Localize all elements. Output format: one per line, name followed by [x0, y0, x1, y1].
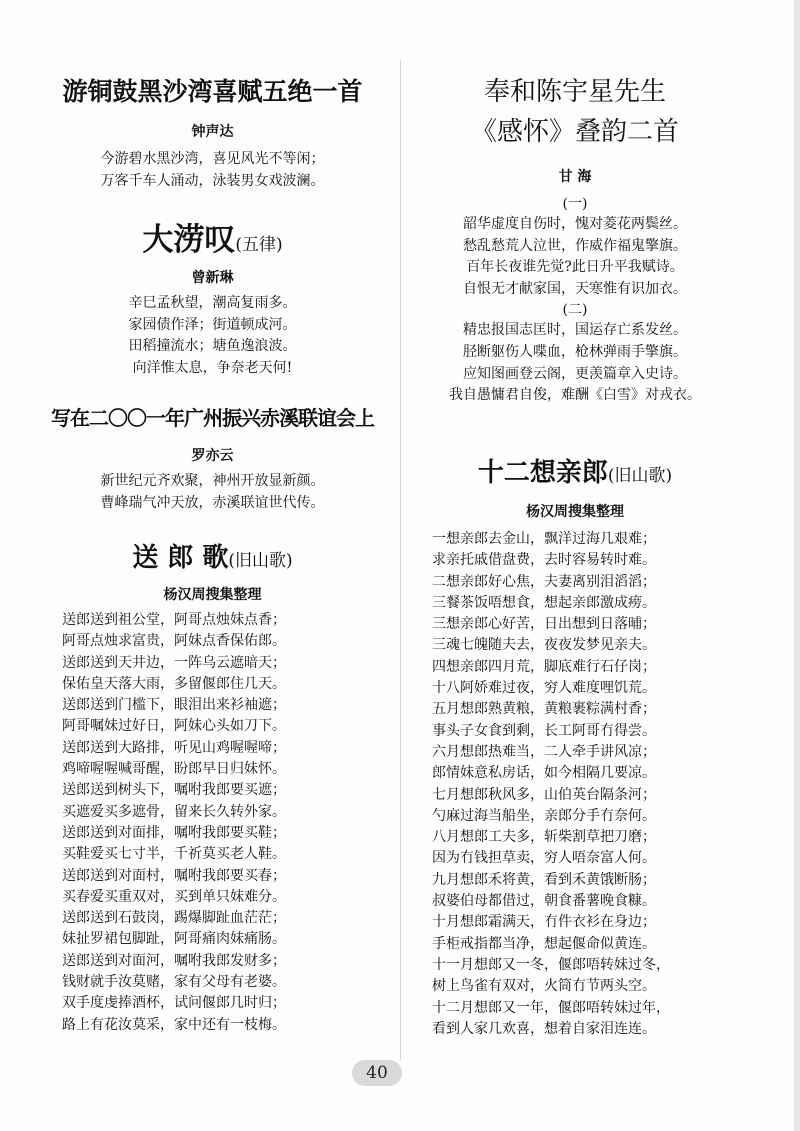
poem-farewell-song — [40, 537, 385, 1036]
poem-line: 六月想郎热难当，二人牵手讲风凉； — [432, 743, 656, 760]
poem-line: 阿哥点烛求富贵，阿妹点香保佑郎。 — [62, 633, 286, 650]
poem-line: 鸡啼喔喔喊哥醒，盼郎早日归妹怀。 — [62, 761, 286, 778]
poem-flood-lament — [40, 214, 385, 379]
poem-line: 求亲托戚借盘费，去时容易转时难。 — [432, 552, 656, 569]
poem-title-main: 送 郎 歌 — [132, 543, 229, 573]
poem-line: 双手度虔捧酒杯，试问偃郎几时归； — [62, 995, 286, 1012]
poem-part-number: (二) — [562, 302, 588, 319]
poem-line: 韶华虚度自伤时，愧对菱花两鬓丝。 — [463, 216, 687, 232]
poem-line: 百年长夜谁先觉?此日升平我赋诗。 — [466, 259, 684, 276]
poem-heisha-bay — [40, 72, 385, 192]
poem-line: 叔婆伯母都借过，朝食番薯晚食糠。 — [432, 893, 656, 910]
poem-line: 事头子女食到剩，长工阿哥冇得尝。 — [432, 722, 656, 739]
poem-line: 新世纪元齐欢聚，神州开放显新颜。 — [100, 473, 325, 489]
poem-title — [40, 214, 385, 259]
poem-line: 三魂七魄随夫去，夜夜发梦见亲夫。 — [432, 637, 656, 654]
poem-subtitle: (旧山歌) — [228, 551, 293, 571]
poem-line: 精忠报国志匡时，国运存亡系发丝。 — [463, 322, 687, 339]
poem-line: 阿哥嘱妹过好日，阿妹心头如刀下。 — [62, 718, 286, 735]
poem-line: 买遮爱买多遮骨，留来长久转外家。 — [62, 803, 286, 820]
page-number: 40 — [352, 1060, 402, 1086]
poem-line: 送郎送到树头下，嘱咐我郎要买遮； — [62, 782, 286, 799]
poem-line: 送郎送到对面河，嘱咐我郎发财多； — [62, 952, 286, 969]
poem-line: 八月想郎工夫多，斩柴割草把刀磨； — [432, 829, 656, 846]
poem-title: 写在二〇〇一年广州振兴赤溪联谊会上 — [51, 406, 374, 430]
poem-line: 五月想郎熟黄粮，黄粮裹粽满村香； — [432, 701, 656, 718]
poem-line: 因为冇钱担草卖，穷人唔奈富人何。 — [432, 850, 656, 867]
poem-line: 一想亲郎去金山，飘洋过海几艰难； — [432, 531, 656, 547]
poem-line: 应知图画登云阁，更羡篇章入史诗。 — [463, 365, 687, 382]
poem-author: 钟声达 — [191, 124, 234, 140]
poem-part-number: (一) — [562, 196, 588, 212]
poem-line: 四想亲郎四月荒，脚底难行石仔岗； — [432, 658, 656, 675]
poem-title: 游铜鼓黑沙湾喜赋五绝一首 — [62, 77, 363, 106]
poem-line: 郎情妹意私房话，如今相隔几要凉。 — [432, 765, 656, 782]
poem-line: 树上鸟雀有双对，火筒冇节两头空。 — [432, 978, 656, 995]
poem-line: 送郎送到石鼓岗，踢爆脚趾血茫茫； — [62, 910, 286, 927]
poem-author: 杨汉周搜集整理 — [526, 504, 624, 520]
poem-author: 甘 海 — [558, 169, 592, 185]
poem-line: 送郎送到祖公堂，阿哥点烛妹点香； — [62, 612, 286, 628]
poem-line: 妹扯罗裙包脚趾，阿哥痛肉妹痛肠。 — [62, 931, 286, 948]
poem-line: 买鞋爱买七寸半，千祈莫买老人鞋。 — [62, 846, 286, 863]
poem-title-line-1: 奉和陈宇星先生 — [483, 77, 666, 107]
poem-line: 七月想郎秋风多，山伯英台隔条河； — [432, 786, 656, 803]
poem-line: 曹峰瑞气冲天放，赤溪联谊世代传。 — [100, 494, 325, 511]
poem-line: 向洋惟太息，争奈老天何! — [132, 359, 293, 376]
poem-author: 杨汉周搜集整理 — [163, 587, 262, 603]
poem-line: 十八阿娇难过夜，穷人难度哩饥荒。 — [432, 680, 656, 697]
poem-title-main: 十二想亲郎 — [477, 458, 608, 488]
poem-lines — [410, 320, 740, 406]
poem-line: 胫断躯伤人喋血，枪林弹雨手擎旗。 — [463, 343, 687, 360]
page-edge-shadow — [794, 0, 800, 1131]
poem-lines — [40, 471, 385, 514]
poem-author: 罗亦云 — [191, 448, 234, 464]
poem-line: 十月想郎霜满天，冇件衣衫在身边； — [432, 914, 656, 931]
poem-lines — [40, 293, 385, 379]
poem-line: 路上有花汝莫采，家中还有一枝梅。 — [62, 1016, 286, 1033]
poem-line: 万客千车人涌动，泳装男女戏波澜。 — [100, 172, 325, 189]
poem-lines — [410, 529, 755, 1040]
poem-title — [410, 452, 740, 489]
poem-lines — [40, 149, 385, 192]
poem-line: 送郎送到门槛下，眼泪出来衫袖遮； — [62, 697, 286, 714]
poem-line: 辛巳孟秋望，潮高复雨多。 — [128, 295, 297, 311]
poem-line: 勺麻过海当船坐，亲郎分手冇奈何。 — [432, 807, 656, 824]
poem-line: 家园债作泽；街道顿成河。 — [128, 316, 297, 333]
poem-twelve-longings — [410, 452, 740, 1040]
poem-line: 九月想郎禾将黄，看到禾黄饿断肠； — [432, 871, 656, 888]
poem-line: 手柜戒指都当净，想起偃命似黄连。 — [432, 935, 656, 952]
poem-line: 今游碧水黑沙湾，喜见风光不等闲； — [100, 151, 325, 167]
poem-line: 十二月想郎又一年，偃郎唔转妹过年， — [432, 999, 670, 1016]
poem-subtitle: (旧山歌) — [607, 466, 673, 486]
poem-lines — [410, 214, 740, 300]
poem-subtitle: (五律) — [235, 235, 283, 255]
poem-line: 送郎送到大路排，听见山鸡喔喔啼； — [62, 739, 286, 756]
column-divider — [400, 60, 401, 1060]
poem-line: 送郎送到天井边，一阵乌云遮暗天； — [62, 654, 286, 671]
poem-line: 田稻撞流水；塘鱼逸浪波。 — [128, 338, 297, 355]
poem-line: 钱财就手汝莫赌，家有父母有老婆。 — [62, 974, 286, 991]
poem-line: 保佑皇天落大雨，多留偃郎住几天。 — [62, 675, 286, 692]
poem-reply-chen — [410, 72, 740, 407]
poem-line: 看到人家几欢喜，想着自家泪连连。 — [432, 1020, 656, 1037]
poem-title-main: 大涝叹 — [142, 222, 236, 258]
poem-line: 愁乱愁荒人泣世，作威作福鬼擎旗。 — [463, 237, 687, 254]
poem-line: 三想亲郎心好苦，日出想到日落晡； — [432, 616, 656, 633]
poem-title — [40, 537, 385, 574]
poem-author: 曾新琳 — [191, 270, 234, 286]
poem-lines — [40, 610, 385, 1036]
poem-line: 买春爱买重双对，买到单只妹难分。 — [62, 888, 286, 905]
poem-line: 二想亲郎好心焦，夫妻离别泪滔滔； — [432, 573, 656, 590]
poem-line: 自恨无才献家国，天寒惟有识加衣。 — [463, 280, 687, 297]
poem-line: 三餐茶饭唔想食，想起亲郎激成痨。 — [432, 594, 656, 611]
poem-line: 十一月想郎又一冬，偃郎唔转妹过冬， — [432, 956, 670, 973]
poem-line: 送郎送到对面排，嘱咐我郎要买鞋； — [62, 824, 286, 841]
poem-line: 我自愚慵君自俊，难酬《白雪》对戎衣。 — [449, 387, 701, 404]
poem-line: 送郎送到对面村，嘱咐我郎要买春； — [62, 867, 286, 884]
poem-reunion-2001 — [40, 402, 385, 514]
poem-title-line-2: 《感怀》叠韵二首 — [470, 117, 679, 147]
